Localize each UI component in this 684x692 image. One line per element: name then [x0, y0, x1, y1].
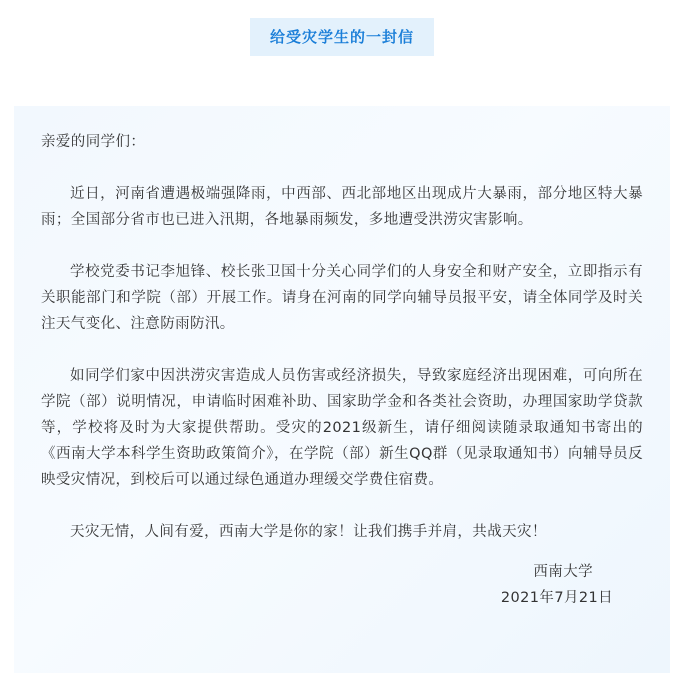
letter-body [14, 106, 670, 673]
letter-closing: 天灾无情，人间有爱，西南大学是你的家！让我们携手并肩，共战天灾！ [70, 524, 547, 540]
title-container [0, 18, 684, 56]
page-title: 给受灾学生的一封信 [250, 18, 434, 56]
letter-signature [41, 559, 643, 611]
letter-paragraph-3: 如同学们家中因洪涝灾害造成人员伤害或经济损失，导致家庭经济出现困难，可向所在学院（部）说明情况，申请临时困难补助、国家助学金和各类社会资助，办理国家助学贷款等，学校将及时为大家提供帮助。受灾的2021级新生，请仔细阅读随录取通知书寄出的《西南大学本科学生资助政策简介》，在学院（部）新生QQ群（见录取通知书）向辅导员反映受灾情况，到校后可以通过绿色通道办理缓交学费住宿费。 [41, 368, 643, 488]
signature-organization: 西南大学 [533, 564, 593, 580]
letter-paragraph-1: 近日，河南省遭遇极端强降雨，中西部、西北部地区出现成片大暴雨，部分地区特大暴雨；全国部分省市也已进入汛期，各地暴雨频发，多地遭受洪涝灾害影响。 [41, 186, 643, 228]
signature-date: 2021年7月21日 [500, 590, 613, 606]
letter-paragraph-2: 学校党委书记李旭锋、校长张卫国十分关心同学们的人身安全和财产安全，立即指示有关职能部门和学院（部）开展工作。请身在河南的同学向辅导员报平安，请全体同学及时关注天气变化、注意防雨防汛。 [41, 264, 643, 332]
letter-salutation: 亲爱的同学们： [41, 134, 146, 150]
